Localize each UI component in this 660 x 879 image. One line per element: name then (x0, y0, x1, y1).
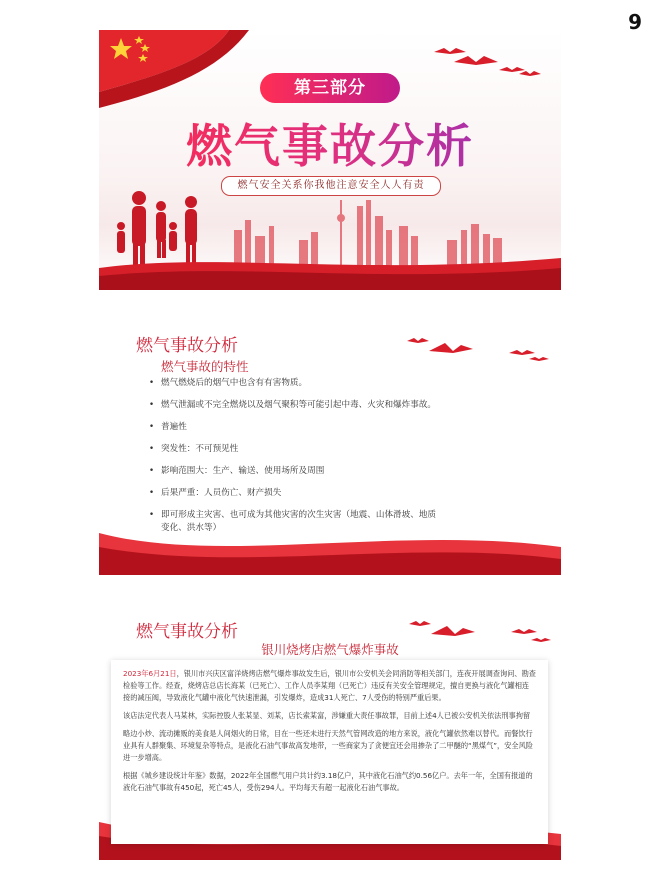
slide-section-cover (99, 30, 561, 290)
cover-title: 燃气事故分析 (99, 110, 561, 176)
list-item: • 影响范围大：生产、输送、使用场所及周围 (149, 465, 439, 478)
list-item: • 后果严重：人员伤亡、财产损失 (149, 487, 439, 500)
section-title: 燃气事故分析 (136, 336, 238, 356)
characteristics-list (149, 377, 439, 544)
case-paragraph: 略边小炒、流动摊贩的美食是人间烟火的日常，目在一些还未进行天然气管网改造的地方来说，液化气罐依然难以替代。而餐饮行业具有人群聚集、环境复杂等特点，是液化石油气事故高发地带，一些商家为了贪便宜还会用掺杂了二甲醚的“黑煤气”，安全风险进一步增高。 (123, 729, 533, 762)
ribbon-graphic (99, 525, 561, 575)
section-badge: 第三部分 (260, 73, 400, 103)
section-title: 燃气事故分析 (136, 622, 238, 642)
case-paragraph: 根据《城乡建设统计年鉴》数据，2022年全国燃气用户共计约3.18亿户，其中液化石油气约0.56亿户。去年一年，全国有报道的液化石油气事故有450起，死亡45人，受伤294人。平均每天有超一起液化石油气事故。 (123, 771, 533, 792)
list-item: • 燃气燃烧后的烟气中也含有有害物质。 (149, 377, 439, 390)
page-number: 9 (628, 10, 642, 34)
case-paragraph: 该店法定代表人马某林，实际控股人张某显、刘某，店长索某富，涉嫌重大责任事故罪，目前上述4人已被公安机关依法刑事拘留 (123, 711, 531, 720)
slide-section-case (99, 600, 561, 860)
case-text-card (111, 660, 548, 844)
case-text: ，银川市兴庆区富洋烧烤店燃气爆炸事故发生后，银川市公安机关会同消防等相关部门，连夜开展调查询问、勘查检验等工作。经查，烧烤店总店长海某（已死亡）、工作人员李某翔（已死亡）违反有关安全管理规定，擅自更换与液化气罐相连接的减压阀，导致液化气罐中液化气快速泄漏，引发爆炸，造成31人死亡、7人受伤的特别严重后果。 (123, 669, 536, 702)
case-title: 银川烧烤店燃气爆炸事故 (261, 642, 399, 657)
case-paragraph (123, 668, 536, 704)
list-item: • 燃气泄漏或不完全燃烧以及烟气聚积等可能引起中毒、火灾和爆炸事故。 (149, 399, 439, 412)
list-item: • 即可形成主灾害、也可成为其他灾害的次生灾害（地震、山体滑坡、地质变化、洪水等） (149, 509, 439, 535)
cover-subtitle: 燃气安全关系你我他注意安全人人有责 (221, 176, 441, 196)
list-item: • 普遍性 (149, 421, 439, 434)
section-subtitle: 燃气事故的特性 (161, 359, 249, 374)
slide-section-characteristics (99, 317, 561, 575)
case-date: 2023年6月21日 (123, 669, 177, 678)
list-item: • 突发性：不可预见性 (149, 443, 439, 456)
